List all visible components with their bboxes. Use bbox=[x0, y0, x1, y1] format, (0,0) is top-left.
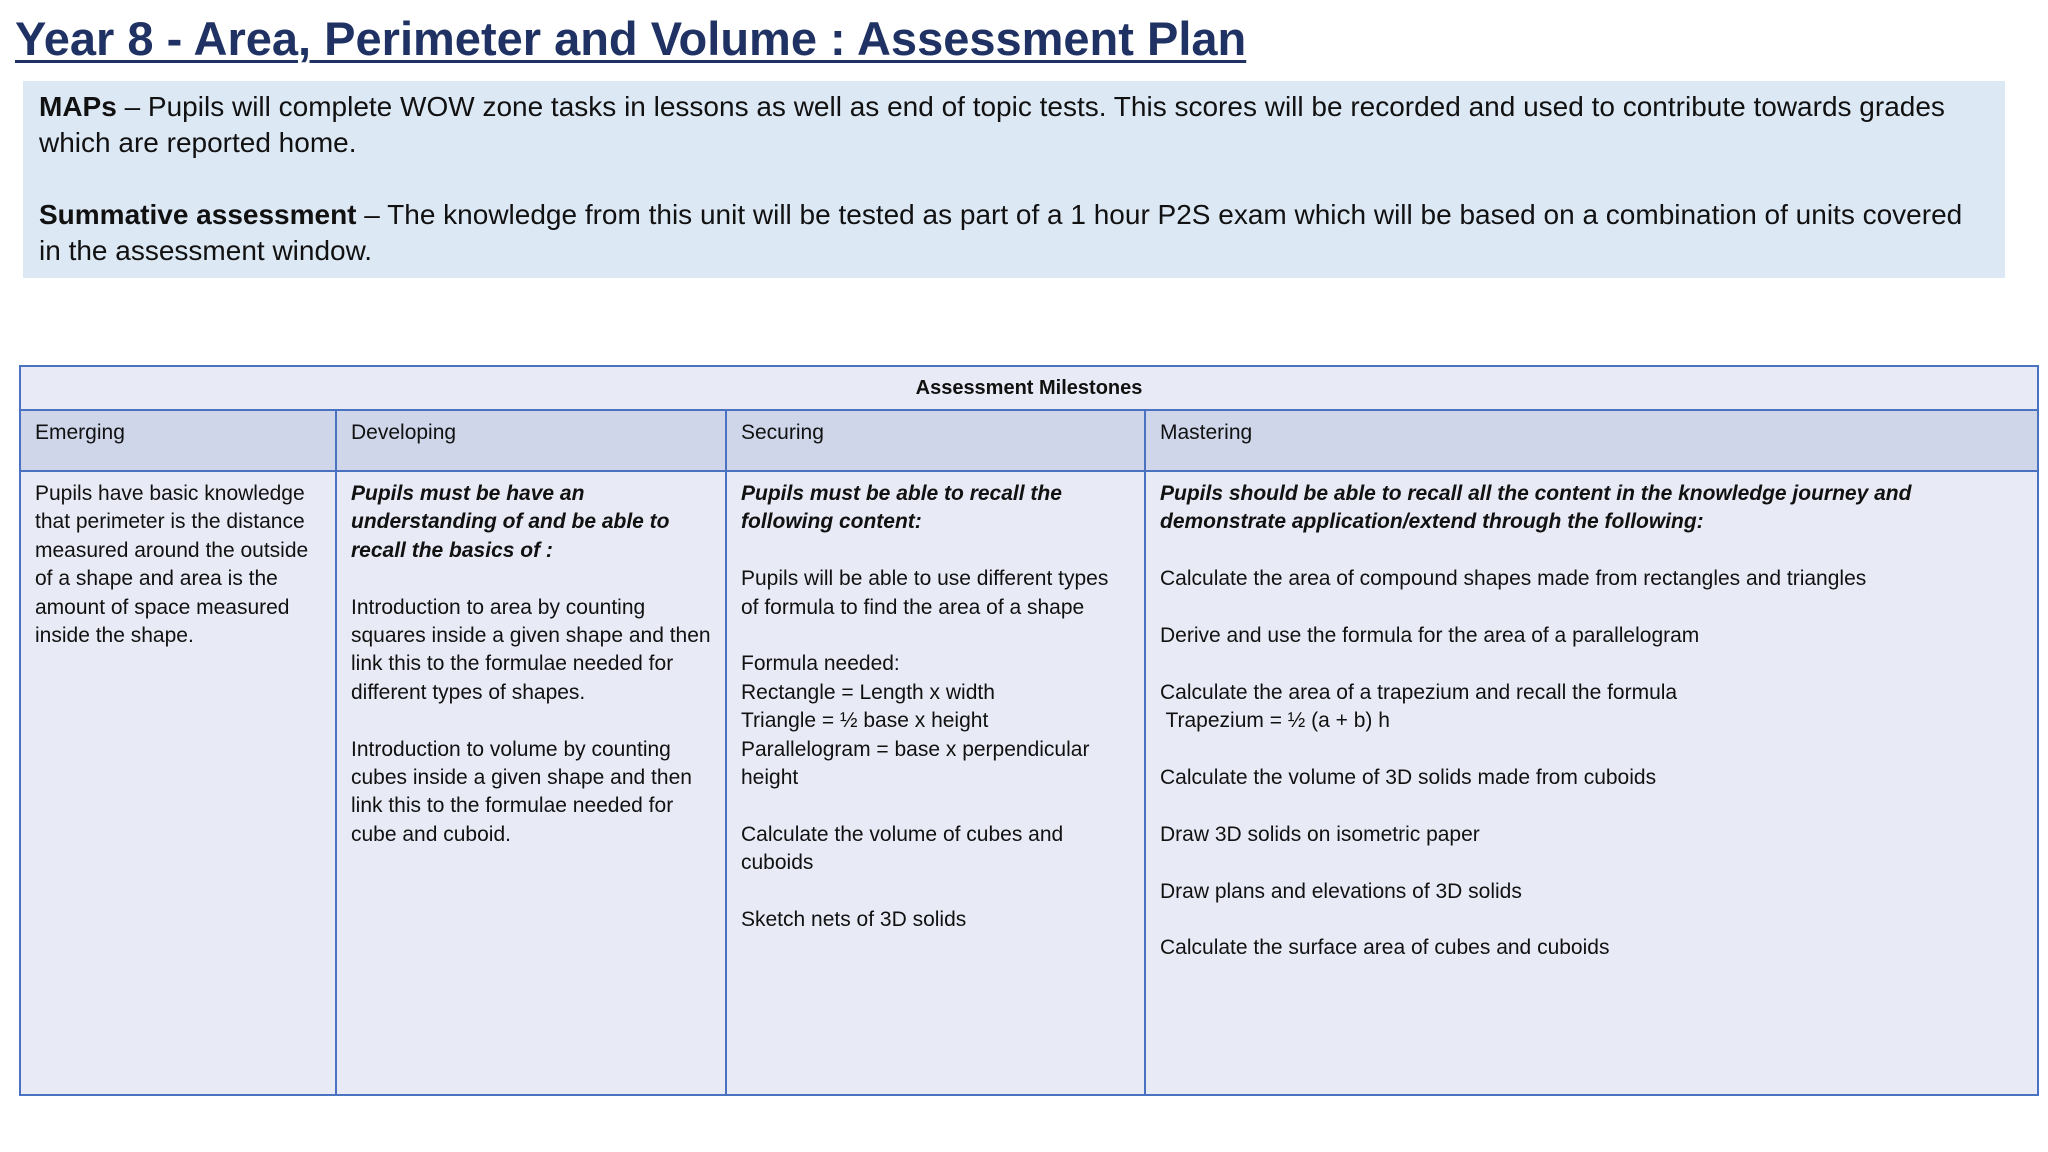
assessment-info-box bbox=[23, 81, 2005, 278]
securing-formula-block bbox=[741, 650, 1130, 792]
formula-rectangle: Rectangle = Length x width bbox=[741, 680, 995, 704]
mastering-item-trapezium bbox=[1160, 679, 2023, 736]
level-header-developing: Developing bbox=[336, 410, 726, 471]
summative-label: Summative assessment bbox=[39, 199, 357, 230]
mastering-item: Draw 3D solids on isometric paper bbox=[1160, 822, 1480, 846]
maps-paragraph bbox=[39, 89, 1989, 161]
mastering-item: Draw plans and elevations of 3D solids bbox=[1160, 879, 1522, 903]
mastering-item: Calculate the surface area of cubes and cuboids bbox=[1160, 936, 1610, 960]
milestones-heading: Assessment Milestones bbox=[20, 366, 2038, 410]
formula-heading: Formula needed: bbox=[741, 652, 900, 676]
summative-text: – The knowledge from this unit will be tested as part of a 1 hour P2S exam which will be based on a combination of units covered in the assessment window. bbox=[39, 199, 1963, 266]
securing-cell bbox=[726, 471, 1145, 1095]
page-title: Year 8 - Area, Perimeter and Volume : Assessment Plan bbox=[15, 12, 1247, 65]
maps-text: – Pupils will complete WOW zone tasks in lessons as well as end of topic tests. This scores will be recorded and used to contribute towards grades which are reported home. bbox=[39, 91, 1945, 158]
formula-parallelogram: Parallelogram = base x perpendicular height bbox=[741, 737, 1090, 790]
summative-paragraph bbox=[39, 197, 1989, 269]
maps-label: MAPs bbox=[39, 91, 117, 122]
trapezium-formula: Trapezium = ½ (a + b) h bbox=[1160, 709, 1390, 733]
securing-item: Sketch nets of 3D solids bbox=[741, 908, 967, 932]
securing-item: Pupils will be able to use different types of formula to find the area of a shape bbox=[741, 567, 1109, 619]
emerging-text: Pupils have basic knowledge that perimeter is the distance measured around the outside of a shape and area is the amount of space measured inside the shape. bbox=[35, 482, 309, 648]
mastering-lead: Pupils should be able to recall all the content in the knowledge journey and demonstrate application/extend through the following: bbox=[1160, 482, 1912, 534]
mastering-item: Calculate the volume of 3D solids made from cuboids bbox=[1160, 766, 1657, 789]
developing-cell bbox=[336, 471, 726, 1095]
mastering-item: Derive and use the formula for the area of a parallelogram bbox=[1160, 624, 1700, 647]
level-header-emerging: Emerging bbox=[20, 410, 336, 471]
mastering-item: Calculate the area of a trapezium and recall the formula bbox=[1160, 680, 1678, 704]
emerging-cell bbox=[20, 471, 336, 1095]
formula-triangle: Triangle = ½ base x height bbox=[741, 709, 989, 733]
mastering-item: Calculate the area of compound shapes made from rectangles and triangles bbox=[1160, 567, 1867, 591]
securing-lead: Pupils must be able to recall the following content: bbox=[741, 482, 1062, 534]
assessment-milestones-table bbox=[19, 365, 2039, 1096]
securing-item: Calculate the volume of cubes and cuboids bbox=[741, 822, 1064, 875]
developing-lead: Pupils must be have an understanding of and be able to recall the basics of : bbox=[351, 482, 670, 562]
developing-item: Introduction to area by counting squares inside a given shape and then link this to the formulae needed for different types of shapes. bbox=[351, 595, 711, 704]
level-header-securing: Securing bbox=[726, 410, 1145, 471]
developing-item: Introduction to volume by counting cubes inside a given shape and then link this to the formulae needed for cube and cuboid. bbox=[351, 737, 692, 846]
level-header-mastering: Mastering bbox=[1145, 410, 2038, 471]
mastering-cell bbox=[1145, 471, 2038, 1095]
